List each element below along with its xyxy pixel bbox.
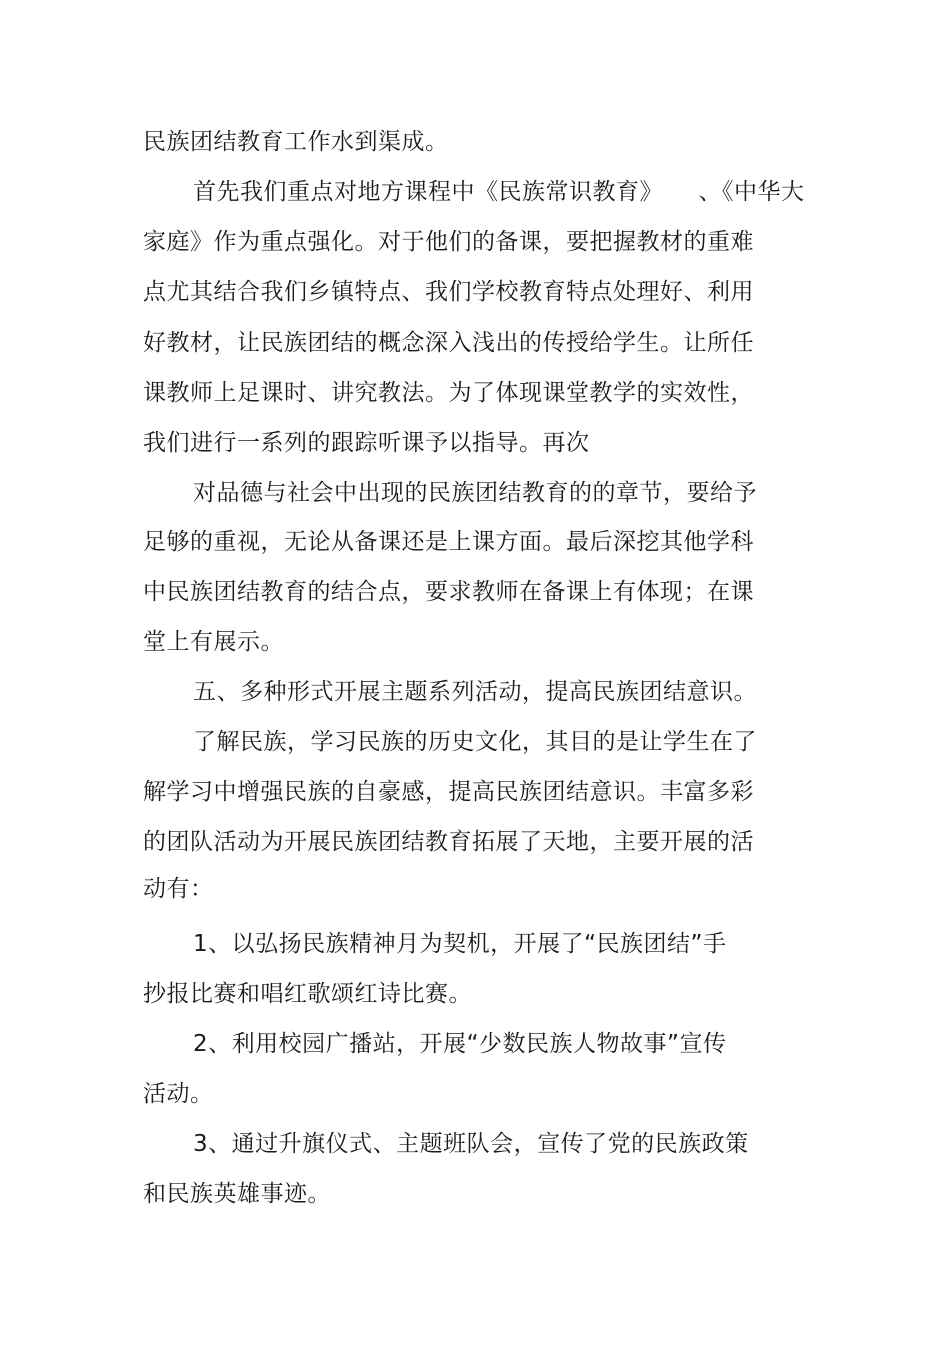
text-line: 课教师上足课时、讲究教法。为了体现课堂教学的实效性，	[143, 380, 754, 406]
text-line: 中民族团结教育的结合点，要求教师在备课上有体现；在课	[143, 579, 754, 605]
text-line: 民族团结教育工作水到渠成。	[143, 129, 449, 155]
list-item: 2、利用校园广播站，开展“少数民族人物故事”宣传	[193, 1031, 727, 1057]
text-line: 点尤其结合我们乡镇特点、我们学校教育特点处理好、利用	[143, 279, 754, 305]
text-line: 抄报比赛和唱红歌颂红诗比赛。	[143, 981, 472, 1007]
text-line: 活动。	[143, 1081, 214, 1107]
list-item: 1、以弘扬民族精神月为契机，开展了“民族团结”手	[193, 931, 727, 957]
list-item: 3、通过升旗仪式、主题班队会，宣传了党的民族政策	[193, 1131, 749, 1157]
section-heading: 五、多种形式开展主题系列活动，提高民族团结意识。	[193, 679, 757, 705]
text-line: 足够的重视，无论从备课还是上课方面。最后深挖其他学科	[143, 529, 754, 555]
paragraph-first-line: 对品德与社会中出现的民族团结教育的的章节，要给予	[193, 480, 757, 506]
text-line: 解学习中增强民族的自豪感，提高民族团结意识。丰富多彩	[143, 779, 754, 805]
text-line: 好教材，让民族团结的概念深入浅出的传授给学生。让所任	[143, 330, 754, 356]
paragraph-first-line: 了解民族，学习民族的历史文化，其目的是让学生在了	[193, 729, 757, 755]
text-line: 动有：	[143, 876, 214, 902]
text-line: 和民族英雄事迹。	[143, 1181, 331, 1207]
text-line: 家庭》作为重点强化。对于他们的备课，要把握教材的重难	[143, 229, 754, 255]
text-line: 堂上有展示。	[143, 629, 284, 655]
text-line: 的团队活动为开展民族团结教育拓展了天地，主要开展的活	[143, 829, 754, 855]
paragraph-first-line: 首先我们重点对地方课程中《民族常识教育》 、《中华大	[193, 179, 805, 205]
text-line: 我们进行一系列的跟踪听课予以指导。再次	[143, 430, 590, 456]
